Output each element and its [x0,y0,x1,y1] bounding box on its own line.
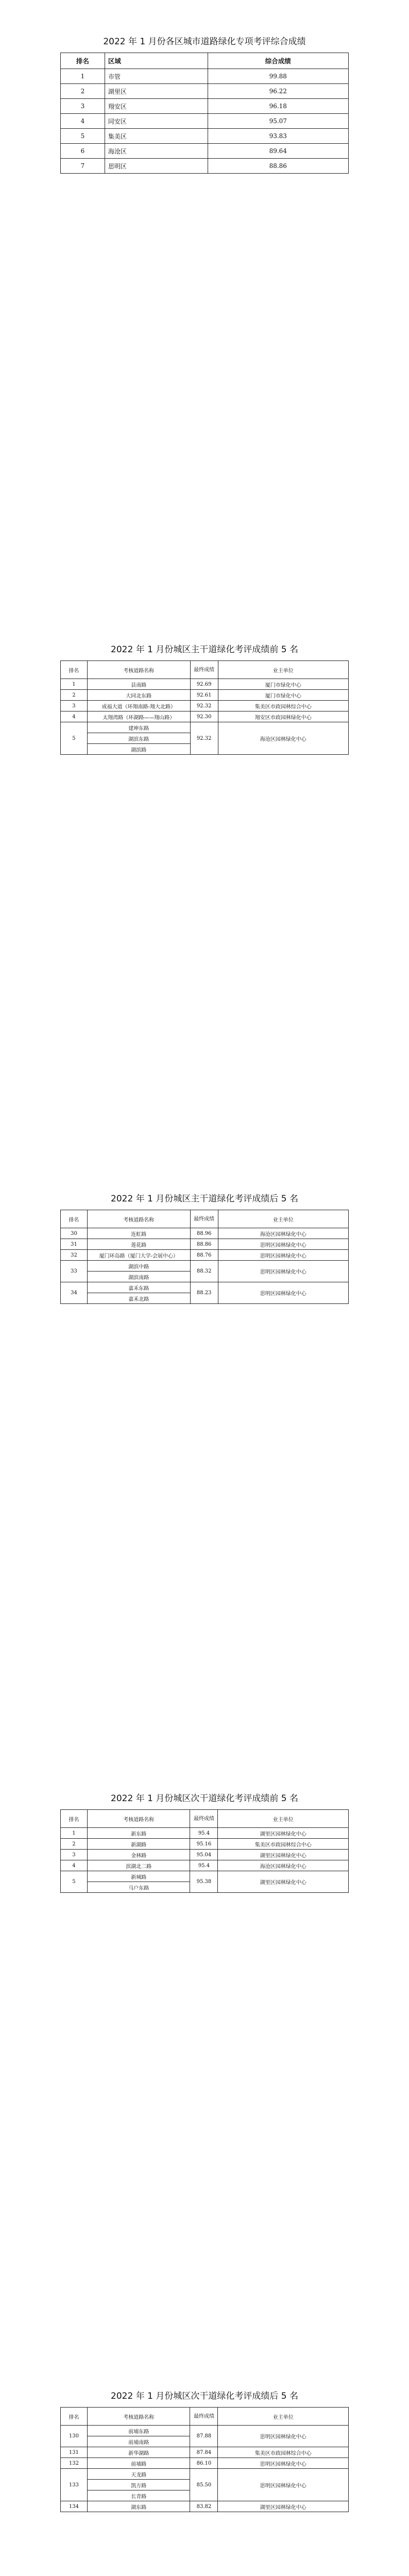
sec-top-section [0,1793,409,1893]
score-cell: 99.88 [208,69,349,84]
score-cell: 88.32 [190,1261,218,1282]
score-cell: 95.38 [190,1871,218,1893]
table-row [61,2469,349,2480]
header-rank: 排名 [61,1810,88,1828]
district-cell: 同安区 [105,114,208,129]
table-row [61,1250,349,1261]
road-cell: 湖滨中路 [87,1261,190,1272]
road-cell: 新湖路 [87,1839,190,1850]
main-bottom-title: 2022 年 1 月份城区主干道绿化考评成绩后 5 名 [111,1194,298,1204]
score-cell: 92.32 [190,722,218,755]
table-row [61,1828,349,1839]
road-cell: 新华湖路 [87,2447,190,2458]
road-cell: 嘉禾北路 [87,1293,190,1304]
road-cell: 湖滨南路 [87,1272,190,1282]
road-cell: 连虹路 [87,1228,190,1239]
rank-cell: 5 [61,722,88,755]
table-row [61,690,349,701]
owner-cell: 湖里区园林绿化中心 [218,1828,349,1839]
score-cell: 92.69 [190,679,218,690]
rank-cell: 5 [61,129,105,144]
road-cell: 前埔路 [87,2458,190,2469]
rank-cell: 6 [61,144,105,159]
owner-cell: 思明区园林绿化中心 [218,1239,348,1250]
owner-cell: 海沧区园林绿化中心 [218,722,348,755]
table-row [61,1239,349,1250]
header-score: 最终成绩 [190,1810,218,1828]
district-cell: 思明区 [105,159,208,174]
header-rank: 排名 [61,2408,88,2426]
overall-title: 2022 年 1 月份各区城市道路绿化专项考评综合成绩 [103,37,306,47]
road-cell: 凯方路 [87,2480,190,2490]
rank-cell: 133 [61,2469,88,2501]
road-cell: 前埔南路 [87,2436,190,2447]
rank-cell: 32 [61,1250,88,1261]
table-row [61,722,349,733]
score-cell: 92.30 [190,711,218,722]
owner-cell: 思明区园林绿化中心 [218,2469,349,2501]
road-cell: 金林路 [87,1850,190,1860]
rank-cell: 33 [61,1261,88,1282]
rank-cell: 30 [61,1228,88,1239]
rank-cell: 3 [61,701,88,711]
score-cell: 87.84 [190,2447,218,2458]
score-cell: 96.18 [208,99,349,114]
district-cell: 市管 [105,69,208,84]
score-cell: 83.82 [190,2501,218,2512]
score-cell: 88.86 [208,159,349,174]
owner-cell: 湖里区园林绿化中心 [218,2501,349,2512]
rank-cell: 3 [61,1850,88,1860]
score-cell: 86.10 [190,2458,218,2469]
header-owner: 业主单位 [218,2408,349,2426]
owner-cell: 湖里区园林绿化中心 [218,1850,349,1860]
table-row [61,144,349,159]
table-row [61,69,349,84]
rank-cell: 5 [61,1871,88,1893]
district-cell: 翔安区 [105,99,208,114]
owner-cell: 湖里区园林绿化中心 [218,1871,349,1893]
header-road: 考核道路名称 [87,1810,190,1828]
rank-cell: 130 [61,2426,88,2447]
table-row [61,1261,349,1272]
road-cell: 大同北东路 [87,690,190,701]
district-cell: 湖里区 [105,84,208,99]
rank-cell: 31 [61,1239,88,1250]
sec-bottom-section [0,2391,409,2512]
main-top-section [0,644,409,755]
owner-cell: 集美区市政园林综合中心 [218,2447,349,2458]
header-score: 最终成绩 [190,661,218,679]
rank-cell: 2 [61,1839,88,1850]
road-cell: 建坤东路 [87,722,190,733]
score-cell: 95.04 [190,1850,218,1860]
owner-cell: 集美区市政园林综合中心 [218,1839,349,1850]
score-cell: 88.86 [190,1239,218,1250]
table-row [61,159,349,174]
score-cell: 92.32 [190,701,218,711]
table-row [61,711,349,722]
rank-cell: 1 [61,679,88,690]
header-rank: 排名 [61,661,88,679]
owner-cell: 思明区园林绿化中心 [218,1261,348,1282]
road-cell: 厦门环岛路（厦门大学-会展中心） [87,1250,190,1261]
overall-table [60,53,349,174]
sec-top-table [60,1809,349,1893]
table-row [61,701,349,711]
table-row [61,1850,349,1860]
road-cell: 天龙路 [87,2469,190,2480]
table-row [61,1228,349,1239]
table-row [61,2447,349,2458]
district-cell: 海沧区 [105,144,208,159]
table-row [61,2426,349,2436]
rank-cell: 1 [61,69,105,84]
header-rank: 排名 [61,1210,88,1228]
table-row [61,99,349,114]
main-bottom-section [0,1193,409,1304]
table-row [61,1871,349,1882]
table-row [61,2458,349,2469]
score-cell: 93.83 [208,129,349,144]
rank-cell: 3 [61,99,105,114]
score-cell: 87.88 [190,2426,218,2447]
table-row [61,1282,349,1293]
owner-cell: 思明区园林绿化中心 [218,2458,349,2469]
overall-section [0,36,409,174]
table-row [61,679,349,690]
score-cell: 88.76 [190,1250,218,1261]
road-cell: 嘉禾东路 [87,1282,190,1293]
owner-cell: 思明区园林绿化中心 [218,1250,348,1261]
road-cell: 太翔湾路（环湖路——翔山路） [87,711,190,722]
road-cell: 湖东路 [87,2501,190,2512]
header-score: 最终成绩 [190,2408,218,2426]
header-road: 考核道路名称 [87,1210,190,1228]
owner-cell: 翔安区市政园林绿化中心 [218,711,348,722]
main-bottom-table [60,1210,349,1304]
table-row [61,129,349,144]
table-row [61,1860,349,1871]
road-cell: 前埔东路 [87,2426,190,2436]
table-header-row [61,53,349,69]
district-cell: 集美区 [105,129,208,144]
header-owner: 业主单位 [218,661,348,679]
rank-cell: 7 [61,159,105,174]
score-cell: 95.07 [208,114,349,129]
table-row [61,84,349,99]
owner-cell: 思明区园林绿化中心 [218,2426,349,2447]
sec-bottom-title: 2022 年 1 月份城区次干道绿化考评成绩后 5 名 [111,2391,298,2401]
rank-cell: 1 [61,1828,88,1839]
road-cell: 湖滨东路 [87,733,190,744]
main-top-table [60,660,349,755]
owner-cell: 厦门市绿化中心 [218,690,348,701]
owner-cell: 海沧区园林绿化中心 [218,1228,348,1239]
owner-cell: 海沧区园林绿化中心 [218,1860,349,1871]
rank-cell: 2 [61,690,88,701]
header-road: 考核道路名称 [87,2408,190,2426]
header-owner: 业主单位 [218,1810,349,1828]
table-header-row [61,661,349,679]
score-cell: 95.16 [190,1839,218,1850]
sec-bottom-table [60,2407,349,2512]
header-rank: 排名 [61,53,105,69]
score-cell: 96.22 [208,84,349,99]
table-row [61,2501,349,2512]
table-header-row [61,2408,349,2426]
road-cell: 新东路 [87,1828,190,1839]
road-cell: 新城路 [87,1871,190,1882]
header-score: 最终成绩 [190,1210,218,1228]
score-cell: 85.50 [190,2469,218,2501]
rank-cell: 132 [61,2458,88,2469]
score-cell: 95.4 [190,1860,218,1871]
road-cell: 滨湖北二路 [87,1860,190,1871]
rank-cell: 34 [61,1282,88,1304]
table-row [61,114,349,129]
road-cell: 成福大道（环翔南路-翔大北路） [87,701,190,711]
rank-cell: 131 [61,2447,88,2458]
rank-cell: 4 [61,711,88,722]
owner-cell: 集美区市政园林综合中心 [218,701,348,711]
score-cell: 89.64 [208,144,349,159]
header-district: 区域 [105,53,208,69]
road-cell: 莲花路 [87,1239,190,1250]
header-road: 考核道路名称 [87,661,190,679]
rank-cell: 2 [61,84,105,99]
score-cell: 95.4 [190,1828,218,1839]
owner-cell: 思明区园林绿化中心 [218,1282,348,1304]
score-cell: 92.61 [190,690,218,701]
rank-cell: 4 [61,1860,88,1871]
sec-top-title: 2022 年 1 月份城区次干道绿化考评成绩前 5 名 [111,1793,298,1804]
main-top-title: 2022 年 1 月份城区主干道绿化考评成绩前 5 名 [111,645,298,655]
owner-cell: 厦门市绿化中心 [218,679,348,690]
table-header-row [61,1810,349,1828]
road-cell: 马户东路 [87,1882,190,1893]
road-cell: 县南路 [87,679,190,690]
table-header-row [61,1210,349,1228]
score-cell: 88.96 [190,1228,218,1239]
road-cell: 长青路 [87,2490,190,2501]
header-owner: 业主单位 [218,1210,348,1228]
road-cell: 湖滨路 [87,744,190,755]
header-score: 综合成绩 [208,53,349,69]
rank-cell: 134 [61,2501,88,2512]
score-cell: 88.23 [190,1282,218,1304]
rank-cell: 4 [61,114,105,129]
table-row [61,1839,349,1850]
